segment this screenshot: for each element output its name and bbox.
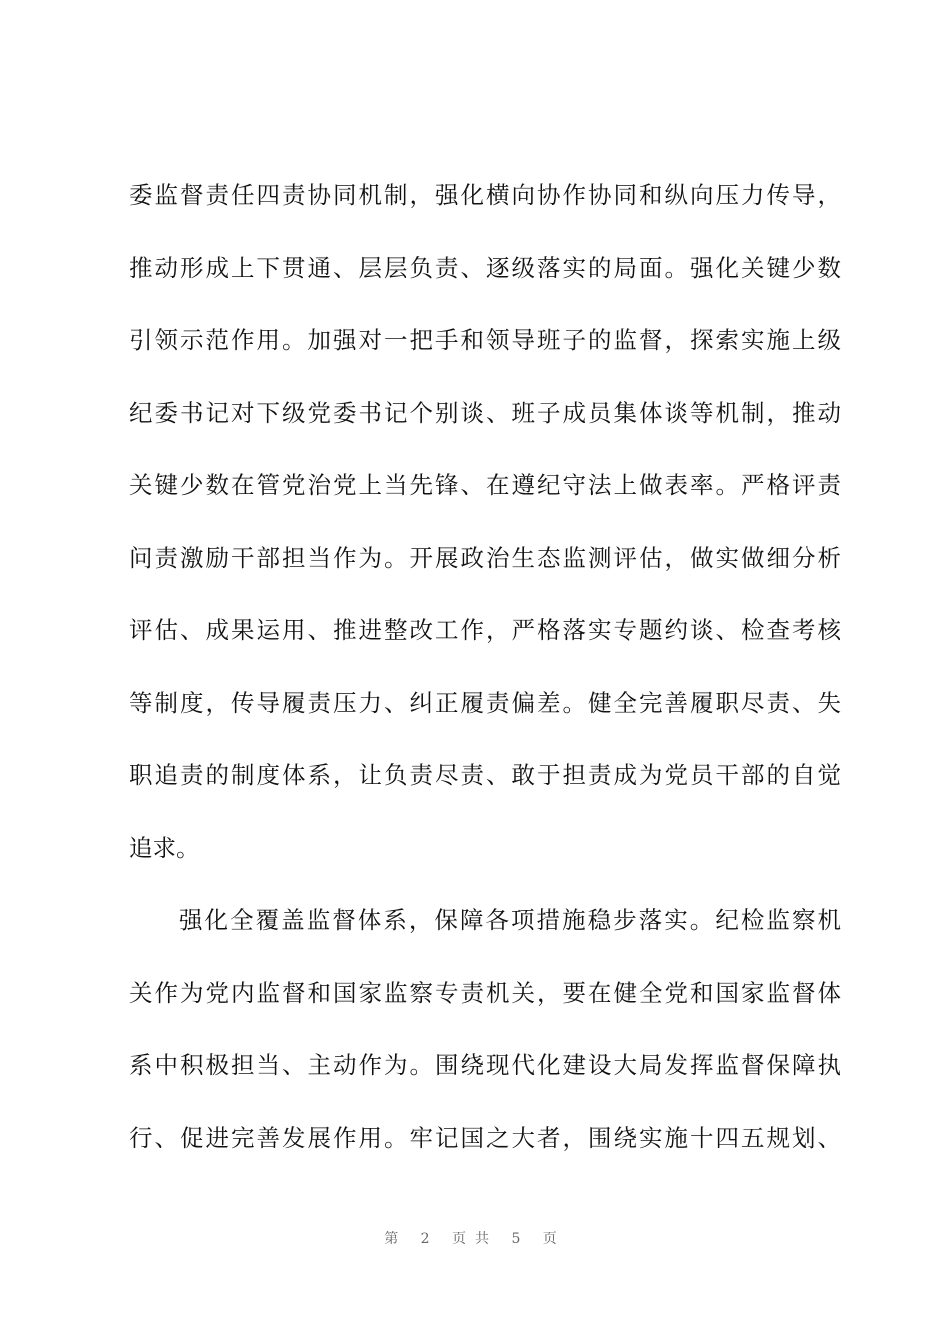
text-line: 关作为党内监督和国家监察专责机关，要在健全党和国家监督体 [129, 978, 841, 1007]
text-line: 行、促进完善发展作用。牢记国之大者，围绕实施十四五规划、 [129, 1123, 841, 1152]
body-text [129, 172, 841, 1187]
text-line: 委监督责任四责协同机制，强化横向协作协同和纵向压力传导， [129, 181, 841, 209]
paragraph-first-line: 强化全覆盖监督体系，保障各项措施稳步落实。纪检监察机 [179, 906, 841, 934]
text-line: 评估、成果运用、推进整改工作，严格落实专题约谈、检查考核 [129, 616, 841, 644]
text-line: 追求。 [129, 833, 200, 862]
text-line: 职追责的制度体系，让负责尽责、敢于担责成为党员干部的自觉 [129, 761, 841, 789]
text-line: 纪委书记对下级党委书记个别谈、班子成员集体谈等机制，推动 [129, 398, 841, 427]
text-line: 系中积极担当、主动作为。围绕现代化建设大局发挥监督保障执 [129, 1051, 841, 1079]
text-line: 问责激励干部担当作为。开展政治生态监测评估，做实做细分析 [129, 543, 841, 572]
text-line: 等制度，传导履责压力、纠正履责偏差。健全完善履职尽责、失 [129, 688, 841, 717]
page-footer: 第 2 页共 5 页 [384, 1231, 566, 1247]
text-line: 推动形成上下贯通、层层负责、逐级落实的局面。强化关键少数 [129, 253, 841, 282]
text-line: 关键少数在管党治党上当先锋、在遵纪守法上做表率。严格评责 [129, 471, 841, 499]
text-line: 引领示范作用。加强对一把手和领导班子的监督，探索实施上级 [129, 326, 841, 354]
